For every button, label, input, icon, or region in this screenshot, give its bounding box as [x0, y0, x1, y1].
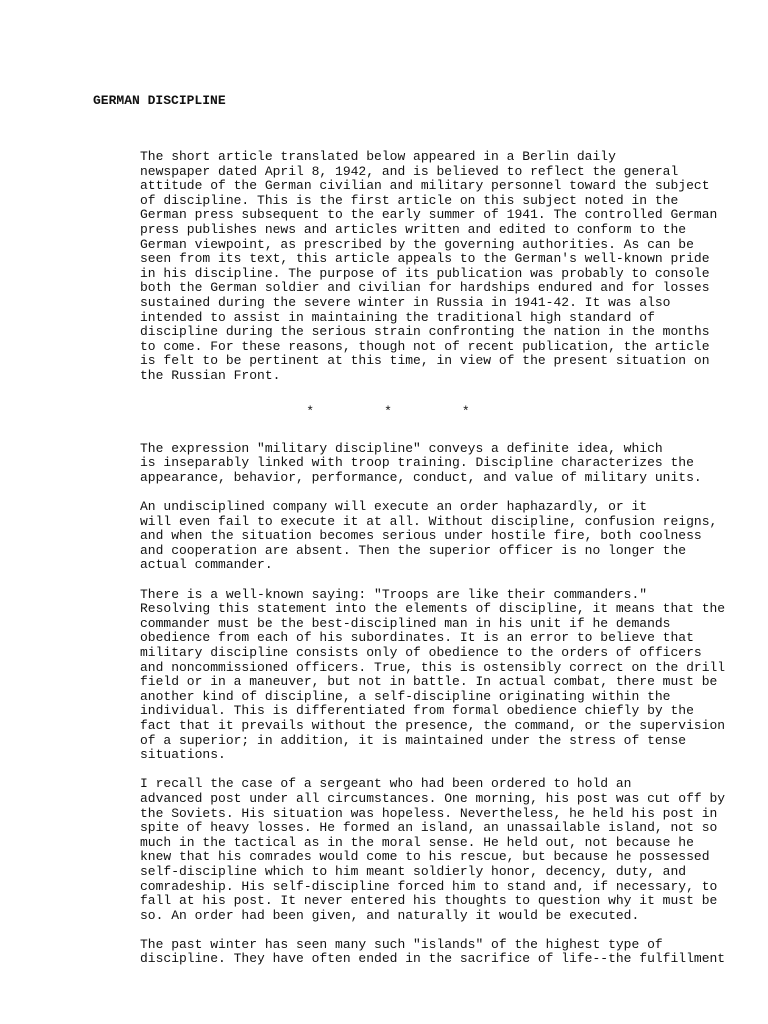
text-line: of discipline. This is the first article on this subject noted in the — [140, 192, 679, 208]
text-line: I recall the case of a sergeant who had been ordered to hold an — [140, 776, 632, 792]
text-line: knew that his comrades would come to his rescue, but because he possessed — [140, 849, 710, 865]
text-line: obedience from each of his subordinates. It is an error to believe that — [140, 630, 694, 646]
separator-star: * — [306, 404, 315, 420]
text-line: Resolving this statement into the elements of discipline, it means that the — [140, 601, 726, 617]
text-line: another kind of discipline, a self-discipline originating within the — [140, 688, 671, 704]
text-line: discipline during the serious strain confronting the nation in the months — [140, 324, 710, 340]
separator-star: * — [461, 404, 470, 420]
text-line: press publishes news and articles written and edited to conform to the — [140, 221, 687, 237]
paragraph-sergeant-case — [93, 776, 726, 923]
text-line: intended to assist in maintaining the traditional high standard of — [140, 309, 655, 325]
document-title: GERMAN DISCIPLINE — [93, 93, 226, 108]
text-line: and noncommissioned officers. True, this is ostensibly correct on the drill — [140, 659, 726, 675]
text-line: The short article translated below appeared in a Berlin daily — [140, 149, 616, 164]
text-line: the Russian Front. — [140, 367, 281, 383]
text-line: will even fail to execute it at all. Without discipline, confusion reigns, — [140, 513, 718, 529]
text-line: There is a well-known saying: "Troops are like their commanders." — [140, 586, 648, 602]
text-line: so. An order had been given, and naturally it would be executed. — [140, 907, 640, 923]
text-line: both the German soldier and civilian for hardships endured and for losses — [140, 280, 710, 296]
paragraph-past-winter — [93, 936, 726, 967]
paragraph-troops-commanders — [93, 586, 726, 763]
text-line: in his discipline. The purpose of its publication was probably to console — [140, 265, 710, 281]
text-line: comradeship. His self-discipline forced him to stand and, if necessary, to — [140, 878, 718, 894]
paragraph-undisciplined-company — [93, 499, 718, 573]
text-line: situations. — [140, 747, 226, 763]
text-line: much in the tactical as in the moral sense. He held out, not because he — [140, 834, 694, 850]
text-line: spite of heavy losses. He formed an island, an unassailable island, not so — [140, 820, 718, 836]
text-line: military discipline consists only of obedience to the orders of officers — [140, 645, 702, 660]
text-line: attitude of the German civilian and military personnel toward the subject — [140, 178, 710, 194]
document-body — [93, 149, 726, 982]
text-line: field or in a maneuver, but not in battle. In actual combat, there must be — [140, 674, 718, 690]
text-line: fall at his post. It never entered his thoughts to question why it must be — [140, 893, 718, 909]
paragraph-intro — [93, 149, 718, 384]
text-line: fact that it prevails without the presence, the command, or the supervision — [140, 717, 726, 733]
paragraph-military-discipline — [93, 440, 702, 486]
text-line: German viewpoint, as prescribed by the governing authorities. As can be — [140, 236, 694, 252]
text-line: self-discipline which to him meant soldierly honor, decency, duty, and — [140, 863, 687, 879]
text-line: discipline. They have often ended in the sacrifice of life--the fulfillment — [140, 951, 726, 967]
text-line: individual. This is differentiated from formal obedience chiefly by the — [140, 703, 694, 719]
text-line: seen from its text, this article appeals to the German's well-known pride — [140, 251, 710, 267]
text-line: advanced post under all circumstances. One morning, his post was cut off by — [140, 790, 726, 806]
text-line: German press subsequent to the early summer of 1941. The controlled German — [140, 207, 718, 223]
text-line: to come. For these reasons, though not of recent publication, the article — [140, 338, 710, 354]
separator-star: * — [384, 404, 392, 420]
text-line: sustained during the severe winter in Russia in 1941-42. It was also — [140, 294, 671, 310]
section-separator — [203, 398, 553, 427]
text-line: An undisciplined company will execute an order haphazardly, or it — [140, 499, 648, 515]
text-line: actual commander. — [140, 557, 273, 573]
text-line: the Soviets. His situation was hopeless. Nevertheless, he held his post in — [140, 805, 718, 821]
text-line: of a superior; in addition, it is maintained under the stress of tense — [140, 732, 687, 748]
text-line: The past winter has seen many such "islands" of the highest type of — [140, 936, 663, 952]
text-line: appearance, behavior, performance, conduct, and value of military units. — [140, 469, 702, 485]
text-line: and cooperation are absent. Then the superior officer is no longer the — [140, 542, 687, 558]
text-line: newspaper dated April 8, 1942, and is believed to reflect the general — [140, 163, 679, 179]
text-line: is felt to be pertinent at this time, in view of the present situation on — [140, 353, 710, 369]
text-line: The expression "military discipline" conveys a definite idea, which — [140, 440, 663, 456]
text-line: commander must be the best-disciplined man in his unit if he demands — [140, 615, 671, 631]
text-line: is inseparably linked with troop training. Discipline characterizes the — [140, 455, 694, 471]
text-line: and when the situation becomes serious under hostile fire, both coolness — [140, 528, 702, 544]
